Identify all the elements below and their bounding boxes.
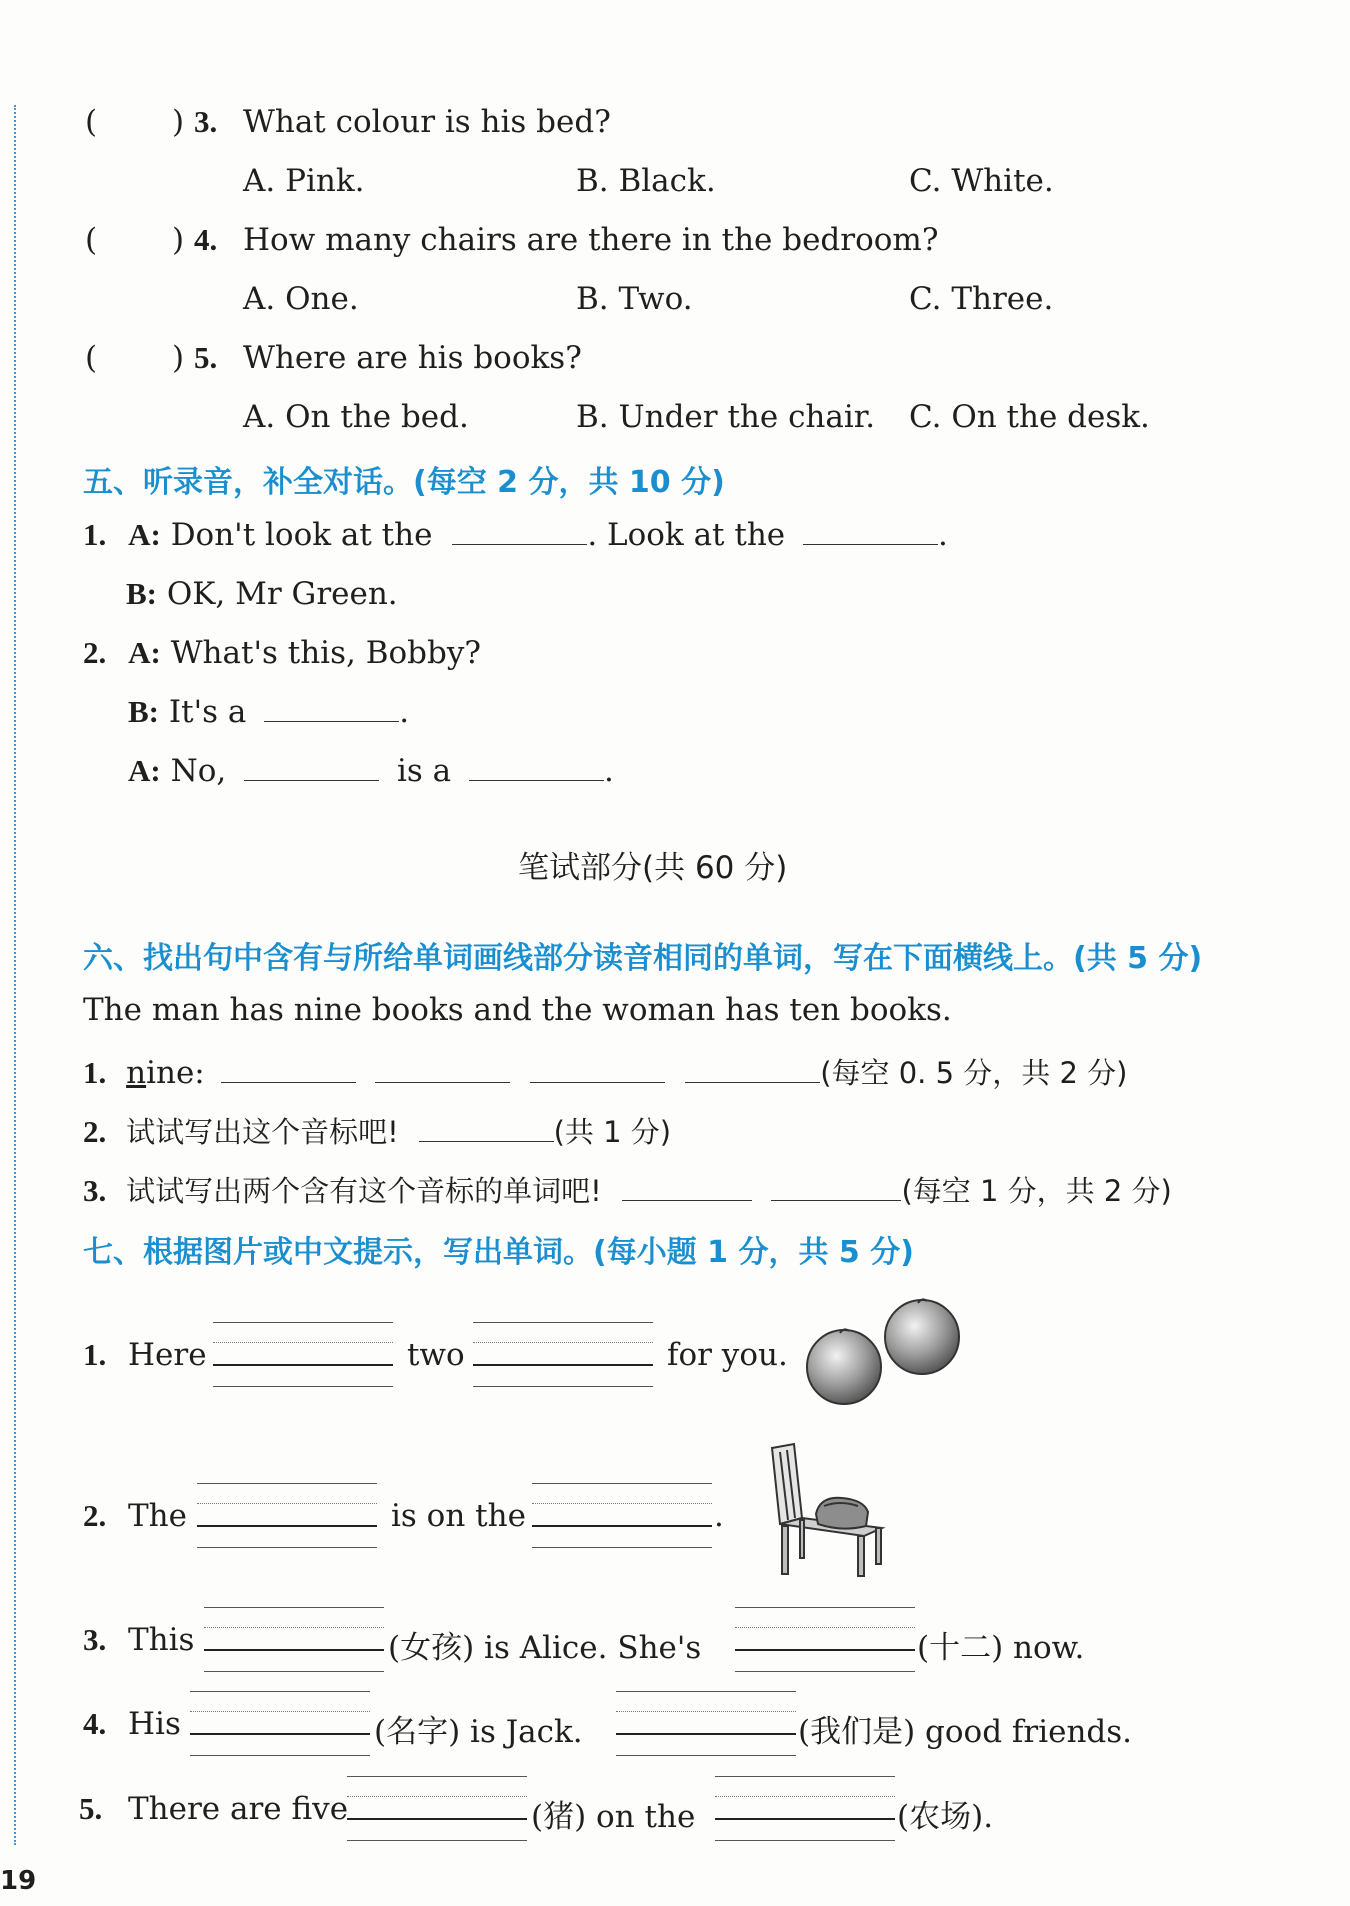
speaker-label: A: (128, 635, 161, 670)
answer-bracket-close: ) (172, 340, 185, 376)
answer-blank[interactable] (419, 1115, 554, 1142)
page-number: 19 (0, 1866, 37, 1896)
question-number: 5. (79, 1791, 103, 1826)
question-number: 2. (83, 1498, 107, 1533)
score-note: (每空 1 分，共 2 分) (901, 1174, 1172, 1208)
option-b: B. Under the chair. (576, 399, 876, 435)
writing-lines[interactable] (715, 1776, 895, 1842)
question-number: 2. (83, 1114, 107, 1149)
punctuation: . (603, 753, 614, 789)
answer-bracket-open: ( (85, 222, 98, 258)
answer-bracket-close: ) (172, 104, 185, 140)
writing-lines[interactable] (213, 1322, 393, 1388)
question-text: Where are his books? (243, 340, 582, 376)
dialogue-number: 2. (83, 635, 107, 670)
writing-lines[interactable] (532, 1483, 712, 1549)
option-c: C. White. (909, 163, 1054, 199)
section-6-q3 (83, 1169, 1172, 1210)
answer-blank[interactable] (375, 1056, 510, 1083)
question-text: 试试写出两个含有这个音标的单词吧! (126, 1174, 602, 1208)
sentence-text: (女孩) is Alice. She's (388, 1630, 702, 1666)
dialogue-text: . Look at the (587, 517, 786, 553)
answer-blank[interactable] (244, 754, 379, 781)
sentence-text: Here (128, 1337, 207, 1373)
section-6-q2 (83, 1110, 671, 1151)
option-b: B. Black. (576, 163, 716, 199)
option-b: B. Two. (576, 281, 693, 317)
sentence-text: (名字) is Jack. (374, 1714, 583, 1750)
section-6-sentence: The man has nine books and the woman has ten books. (83, 992, 952, 1028)
sentence-text: (猪) on the (531, 1799, 696, 1835)
answer-bracket-close: ) (172, 222, 185, 258)
sentence-text: His (128, 1706, 181, 1742)
dialogue-1-line-a (83, 517, 948, 553)
writing-lines[interactable] (473, 1322, 653, 1388)
answer-blank[interactable] (771, 1174, 901, 1201)
punctuation: . (938, 517, 948, 553)
answer-blank[interactable] (221, 1056, 356, 1083)
sentence-text: (农场). (897, 1799, 994, 1835)
oranges-illustration (800, 1295, 970, 1405)
question-text: How many chairs are there in the bedroom? (243, 222, 939, 258)
dialogue-text: It's a (168, 694, 247, 730)
section-6-heading: 六、找出句中含有与所给单词画线部分读音相同的单词，写在下面横线上。(共 5 分) (83, 941, 1203, 976)
question-number: 5. (194, 340, 218, 375)
sentence-text: (十二) now. (917, 1630, 1085, 1666)
writing-lines[interactable] (197, 1483, 377, 1549)
answer-blank[interactable] (452, 518, 587, 545)
sentence-text: for you. (667, 1337, 788, 1373)
question-number: 4. (194, 222, 218, 257)
punctuation: . (714, 1498, 724, 1534)
answer-blank[interactable] (622, 1174, 752, 1201)
written-part-title: 笔试部分(共 60 分) (518, 850, 788, 886)
answer-bracket-open: ( (85, 340, 98, 376)
writing-lines[interactable] (735, 1607, 915, 1673)
writing-lines[interactable] (616, 1691, 796, 1757)
score-note: (每空 0. 5 分，共 2 分) (820, 1056, 1128, 1090)
sentence-text: (我们是) good friends. (798, 1714, 1133, 1750)
dialogue-text: is a (396, 753, 452, 789)
option-a: A. Pink. (243, 163, 365, 199)
given-word: ine: (146, 1055, 205, 1091)
dialogue-1-line-b (126, 576, 398, 612)
dialogue-2-line-b (128, 694, 409, 730)
underlined-letter: n (126, 1055, 147, 1091)
dialogue-text: Don't look at the (170, 517, 433, 553)
option-a: A. One. (243, 281, 359, 317)
option-a: A. On the bed. (243, 399, 469, 435)
answer-blank[interactable] (264, 695, 399, 722)
speaker-label: B: (128, 694, 159, 729)
writing-lines[interactable] (347, 1776, 527, 1842)
dialogue-text: No, (170, 753, 227, 789)
sentence-text: There are five (128, 1791, 349, 1827)
question-text: 试试写出这个音标吧! (126, 1115, 399, 1149)
question-number: 3. (83, 1622, 107, 1657)
question-number: 1. (83, 1055, 107, 1090)
question-text: What colour is his bed? (243, 104, 611, 140)
dialogue-text: What's this, Bobby? (170, 635, 481, 671)
score-note: (共 1 分) (553, 1115, 672, 1149)
dialogue-2-line-a (83, 635, 481, 671)
speaker-label: A: (128, 753, 161, 788)
sentence-text: is on the (391, 1498, 526, 1534)
answer-blank[interactable] (530, 1056, 665, 1083)
chair-with-bag-illustration (760, 1440, 890, 1580)
option-c: C. On the desk. (909, 399, 1150, 435)
question-number: 4. (83, 1706, 107, 1741)
writing-lines[interactable] (190, 1691, 370, 1757)
writing-lines[interactable] (204, 1607, 384, 1673)
sentence-text: two (407, 1337, 465, 1373)
question-number: 3. (83, 1173, 107, 1208)
option-c: C. Three. (909, 281, 1054, 317)
binding-margin-line (14, 105, 16, 1845)
answer-blank[interactable] (469, 754, 604, 781)
sentence-text: The (128, 1498, 187, 1534)
dialogue-text: OK, Mr Green. (166, 576, 398, 612)
dialogue-number: 1. (83, 517, 107, 552)
dialogue-2-line-a2 (128, 753, 614, 789)
section-7-heading: 七、根据图片或中文提示，写出单词。(每小题 1 分，共 5 分) (83, 1235, 914, 1270)
answer-blank[interactable] (803, 518, 938, 545)
sentence-text: This (128, 1622, 195, 1658)
section-6-q1 (83, 1051, 1127, 1092)
answer-blank[interactable] (685, 1056, 820, 1083)
question-number: 3. (194, 104, 218, 139)
punctuation: . (399, 694, 410, 730)
answer-bracket-open: ( (85, 104, 98, 140)
section-5-heading: 五、听录音，补全对话。(每空 2 分，共 10 分) (83, 465, 725, 500)
question-number: 1. (83, 1337, 107, 1372)
speaker-label: B: (126, 576, 157, 611)
speaker-label: A: (128, 517, 161, 552)
